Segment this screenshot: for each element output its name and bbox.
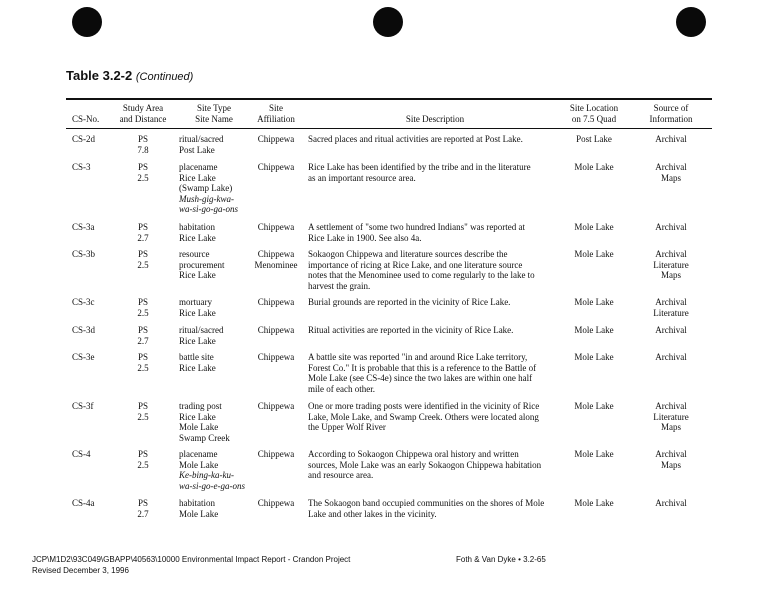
site-location-value: Post Lake: [576, 134, 612, 144]
study-area-value: 2.7: [137, 508, 149, 519]
site-type-line: (Swamp Lake): [179, 183, 233, 193]
site-type-line: battle site: [179, 352, 214, 362]
site-location-value: Mole Lake: [574, 249, 614, 259]
cell-affiliation: [246, 249, 306, 270]
cell-cs-no: [72, 297, 95, 308]
cell-cs-no: [72, 162, 91, 173]
table-title: [66, 68, 193, 83]
site-location-value: Mole Lake: [574, 449, 614, 459]
study-area-value: PS: [137, 325, 148, 335]
description-line: and resource area.: [308, 470, 374, 480]
site-native-name: Ke-bing-ka-ku-: [179, 470, 234, 480]
cell-site-type: [179, 222, 254, 243]
affiliation-value: Chippewa: [257, 162, 295, 172]
cell-site-type: [179, 498, 254, 519]
affiliation-value: Chippewa: [257, 222, 295, 232]
study-area-value: 2.5: [137, 362, 149, 373]
cell-source: [638, 498, 704, 509]
cell-site-location: [562, 222, 626, 233]
footer-revision-date: Revised December 3, 1996: [32, 566, 129, 575]
cell-study-area: [118, 249, 168, 270]
source-value: Archival: [655, 249, 687, 259]
site-type-line: Rice Lake: [179, 335, 216, 346]
study-area-value: 2.5: [137, 459, 149, 470]
header-affiliation-line1: Site: [268, 103, 283, 113]
source-value: Maps: [661, 459, 681, 470]
cell-site-type: [179, 297, 254, 318]
source-value: Archival: [655, 401, 687, 411]
cell-study-area: [118, 352, 168, 373]
site-type-line: procurement: [179, 259, 225, 270]
site-type-line: placename: [179, 162, 218, 172]
site-type-line: Swamp Creek: [179, 432, 230, 443]
site-type-line: trading post: [179, 401, 222, 411]
cs-number: CS-3e: [72, 352, 95, 362]
cell-affiliation: [246, 498, 306, 509]
description-line: harvest the grain.: [308, 280, 371, 291]
description-line: Ritual activities are reported in the vicinity of Rice Lake.: [308, 325, 514, 335]
description-line: Burial grounds are reported in the vicinity of Rice Lake.: [308, 297, 511, 307]
cell-affiliation: [246, 297, 306, 308]
description-line: Mole Lake (see CS-4e) since the two lakes are within one half: [308, 373, 533, 383]
cell-description: [308, 134, 556, 145]
source-value: Maps: [661, 172, 681, 183]
cell-site-location: [562, 498, 626, 509]
cell-site-type: [179, 449, 254, 491]
description-line: Lake and other lakes in the vicinity.: [308, 508, 437, 519]
study-area-value: 2.5: [137, 172, 149, 183]
site-type-line: Mole Lake: [179, 422, 219, 432]
cell-source: [638, 401, 704, 433]
site-type-line: mortuary: [179, 297, 212, 307]
study-area-value: PS: [137, 222, 148, 232]
source-value: Archival: [655, 134, 687, 144]
affiliation-value: Chippewa: [257, 249, 295, 259]
cell-cs-no: [72, 249, 95, 260]
cs-number: CS-4a: [72, 498, 95, 508]
cell-cs-no: [72, 325, 95, 336]
cell-source: [638, 325, 704, 336]
cell-site-location: [562, 352, 626, 363]
site-type-line: Rice Lake: [179, 270, 216, 280]
affiliation-value: Chippewa: [257, 352, 295, 362]
description-line: Lake, Mole Lake, and Swamp Creek. Others were located along: [308, 411, 539, 422]
cs-number: CS-3f: [72, 401, 94, 411]
table-title-continued: (Continued): [135, 71, 194, 83]
description-line: as an important resource area.: [308, 172, 416, 183]
site-type-line: placename: [179, 449, 218, 459]
header-cs-no: CS-No.: [72, 114, 100, 124]
site-location-value: Mole Lake: [574, 401, 614, 411]
affiliation-value: Chippewa: [257, 134, 295, 144]
cell-cs-no: [72, 352, 95, 363]
affiliation-value: Menominee: [254, 259, 298, 270]
cell-site-location: [562, 297, 626, 308]
header-study-area: [108, 103, 178, 125]
study-area-value: 2.7: [137, 335, 149, 346]
cell-site-type: [179, 401, 254, 443]
cell-description: [308, 325, 556, 336]
cell-cs-no: [72, 498, 95, 509]
cell-affiliation: [246, 449, 306, 460]
study-area-value: 7.8: [137, 144, 149, 155]
site-type-line: Rice Lake: [179, 307, 216, 318]
header-affiliation-line2: Affiliation: [257, 114, 295, 124]
description-line: Sacred places and ritual activities are reported at Post Lake.: [308, 134, 523, 144]
cell-site-type: [179, 325, 254, 346]
description-line: A settlement of "some two hundred Indians" was reported at: [308, 222, 526, 232]
source-value: Maps: [661, 422, 681, 432]
description-line: According to Sokaogon Chippewa oral history and written: [308, 449, 519, 459]
source-value: Literature: [653, 307, 689, 318]
header-source-line2: Information: [649, 114, 693, 124]
header-study-area-line2: and Distance: [119, 114, 167, 124]
site-type-line: Rice Lake: [179, 411, 216, 422]
cell-study-area: [118, 297, 168, 318]
cell-description: [308, 249, 556, 291]
table-title-main: Table 3.2-2: [66, 68, 133, 83]
site-type-line: ritual/sacred: [179, 325, 224, 335]
description-line: importance of ricing at Rice Lake, and one literature source: [308, 259, 523, 270]
site-type-line: resource: [179, 249, 210, 259]
source-value: Literature: [653, 411, 689, 422]
cs-number: CS-3a: [72, 222, 95, 232]
source-value: Maps: [661, 270, 681, 280]
header-site-affiliation: [246, 103, 306, 125]
table-top-rule: [66, 98, 712, 100]
cell-description: [308, 162, 556, 183]
affiliation-value: Chippewa: [257, 498, 295, 508]
cell-affiliation: [246, 162, 306, 173]
header-site-type: [179, 103, 249, 125]
cell-source: [638, 352, 704, 363]
table-header-rule: [66, 128, 712, 129]
study-area-value: PS: [137, 352, 148, 362]
cell-study-area: [118, 222, 168, 243]
description-line: One or more trading posts were identified in the vicinity of Rice: [308, 401, 540, 411]
cell-source: [638, 449, 704, 470]
site-location-value: Mole Lake: [574, 222, 614, 232]
cell-cs-no: [72, 401, 94, 412]
site-location-value: Mole Lake: [574, 162, 614, 172]
cell-description: [308, 449, 556, 481]
site-location-value: Mole Lake: [574, 297, 614, 307]
source-value: Archival: [655, 162, 687, 172]
affiliation-value: Chippewa: [257, 449, 295, 459]
cell-study-area: [118, 401, 168, 422]
study-area-value: PS: [137, 449, 148, 459]
description-line: notes that the Menominee used to come regularly to the lake to: [308, 270, 535, 280]
source-value: Archival: [655, 498, 687, 508]
cell-source: [638, 222, 704, 233]
header-location-line2: on 7.5 Quad: [571, 114, 617, 124]
description-line: Forest Co." It is probable that this is a reference to the Battle of: [308, 362, 537, 373]
binder-hole-right: [676, 7, 706, 37]
cs-number: CS-3: [72, 162, 91, 172]
cell-site-location: [562, 134, 626, 145]
study-area-value: PS: [137, 401, 148, 411]
affiliation-value: Chippewa: [257, 297, 295, 307]
study-area-value: 2.5: [137, 307, 149, 318]
cell-cs-no: [72, 222, 95, 233]
site-native-name: wa-si-go-e-ga-ons: [179, 480, 245, 491]
cell-study-area: [118, 325, 168, 346]
binder-hole-middle: [373, 7, 403, 37]
site-type-line: Rice Lake: [179, 232, 216, 243]
cell-source: [638, 134, 704, 145]
description-line: sources, Mole Lake was an early Sokaogon Chippewa habitation: [308, 459, 542, 470]
footer-left: [32, 554, 350, 576]
description-line: mile of each other.: [308, 383, 375, 394]
cs-number: CS-3d: [72, 325, 96, 335]
cell-cs-no: [72, 449, 91, 460]
source-value: Literature: [653, 259, 689, 270]
cell-site-type: [179, 162, 254, 215]
site-type-line: Mole Lake: [179, 508, 219, 519]
description-line: The Sokaogon band occupied communities on the shores of Mole: [308, 498, 545, 508]
site-native-name: wa-si-go-ga-ons: [179, 204, 238, 214]
source-value: Archival: [655, 449, 687, 459]
cell-site-location: [562, 449, 626, 460]
header-site-description: Site Description: [405, 114, 465, 124]
cell-description: [308, 352, 556, 394]
cell-source: [638, 162, 704, 183]
description-line: Rice Lake in 1900. See also 4a.: [308, 232, 422, 243]
cell-site-type: [179, 249, 254, 281]
cell-affiliation: [246, 352, 306, 363]
cell-study-area: [118, 134, 168, 155]
cs-number: CS-3c: [72, 297, 95, 307]
site-type-line: habitation: [179, 498, 215, 508]
header-site-type-line1: Site Type: [197, 103, 231, 113]
description-line: Rice Lake has been identified by the tribe and in the literature: [308, 162, 531, 172]
source-value: Archival: [655, 325, 687, 335]
cell-source: [638, 297, 704, 318]
cell-description: [308, 498, 556, 519]
study-area-value: 2.5: [137, 411, 149, 422]
affiliation-value: Chippewa: [257, 325, 295, 335]
site-type-line: Post Lake: [179, 144, 215, 155]
cell-affiliation: [246, 401, 306, 412]
cs-number: CS-4: [72, 449, 91, 459]
cell-cs-no: [72, 134, 95, 145]
header-source: [636, 103, 706, 125]
study-area-value: 2.7: [137, 232, 149, 243]
cell-site-location: [562, 401, 626, 412]
site-type-line: ritual/sacred: [179, 134, 224, 144]
cell-affiliation: [246, 134, 306, 145]
cell-study-area: [118, 498, 168, 519]
site-type-line: Rice Lake: [179, 172, 216, 183]
description-line: Sokaogon Chippewa and literature sources describe the: [308, 249, 508, 259]
header-location-line1: Site Location: [569, 103, 619, 113]
cs-number: CS-2d: [72, 134, 96, 144]
cell-description: [308, 222, 556, 243]
cell-study-area: [118, 162, 168, 183]
study-area-value: PS: [137, 297, 148, 307]
binder-hole-left: [72, 7, 102, 37]
site-location-value: Mole Lake: [574, 325, 614, 335]
cell-site-type: [179, 352, 254, 373]
study-area-value: PS: [137, 249, 148, 259]
footer-document-path: JCP\M1D2\93C049\GBAPP\40563\10000 Environmental Impact Report - Crandon Project: [32, 555, 351, 564]
study-area-value: 2.5: [137, 259, 149, 270]
header-site-type-line2: Site Name: [195, 114, 233, 124]
cell-affiliation: [246, 222, 306, 233]
study-area-value: PS: [137, 162, 148, 172]
description-line: A battle site was reported "in and around Rice Lake territory,: [308, 352, 528, 362]
description-line: the Upper Wolf River: [308, 422, 386, 432]
cell-site-location: [562, 325, 626, 336]
source-value: Archival: [655, 352, 687, 362]
site-type-line: Mole Lake: [179, 459, 219, 470]
site-native-name: Mush-gig-kwa-: [179, 193, 234, 204]
cell-site-type: [179, 134, 254, 155]
site-type-line: habitation: [179, 222, 215, 232]
study-area-value: PS: [137, 134, 148, 144]
cell-description: [308, 297, 556, 308]
cell-source: [638, 249, 704, 281]
site-location-value: Mole Lake: [574, 498, 614, 508]
cell-study-area: [118, 449, 168, 470]
cs-number: CS-3b: [72, 249, 96, 259]
site-type-line: Rice Lake: [179, 362, 216, 373]
header-source-line1: Source of: [653, 103, 689, 113]
cell-site-location: [562, 162, 626, 173]
footer-page-number: Foth & Van Dyke • 3.2-65: [456, 555, 546, 564]
cell-description: [308, 401, 556, 433]
cell-affiliation: [246, 325, 306, 336]
source-value: Archival: [655, 297, 687, 307]
affiliation-value: Chippewa: [257, 401, 295, 411]
cell-site-location: [562, 249, 626, 260]
source-value: Archival: [655, 222, 687, 232]
header-site-location: [556, 103, 632, 125]
site-location-value: Mole Lake: [574, 352, 614, 362]
study-area-value: PS: [137, 498, 148, 508]
header-study-area-line1: Study Area: [122, 103, 164, 113]
